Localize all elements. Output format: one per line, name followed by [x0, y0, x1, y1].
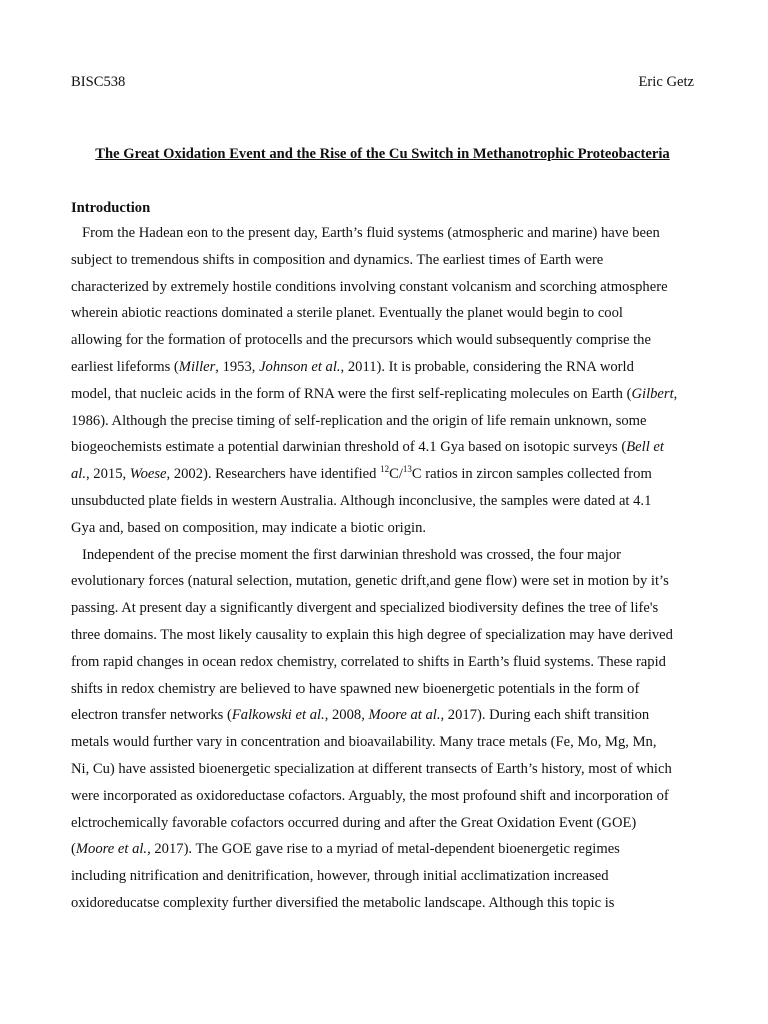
body-text [71, 220, 694, 917]
superscript: 13 [402, 464, 412, 475]
citation: Falkowski et al. [231, 707, 325, 724]
paragraph-line: three domains. The most likely causality to explain this high degree of specialization may have derived [71, 626, 673, 643]
paragraph-line [71, 702, 694, 729]
text-run: , 1953, [215, 358, 260, 375]
paragraph-line [71, 434, 694, 461]
paragraph-line [71, 836, 694, 863]
paragraph-line [71, 381, 694, 408]
paragraph-1 [71, 220, 694, 542]
paragraph-line: metals would further vary in concentration and bioavailability. Many trace metals (Fe, Mo, Mg, Mn, [71, 734, 657, 751]
text-run: , 2008, [324, 707, 369, 724]
text-run: , [673, 385, 678, 402]
text-run: ( [71, 841, 76, 858]
text-run: electron transfer networks ( [71, 707, 232, 724]
paragraph-line: allowing for the formation of protocells and the precursors which would subsequently comprise the [71, 332, 651, 349]
paragraph-line: Gya and, based on composition, may indicate a biotic origin. [71, 519, 427, 536]
paragraph-line: From the Hadean eon to the present day, Earth’s fluid systems (atmospheric and marine) have been [82, 225, 660, 241]
text-run: biogeochemists estimate a potential darwinian threshold of 4.1 Gya based on isotopic surveys ( [71, 439, 627, 456]
text-run: , 2017). During each shift transition [440, 707, 650, 724]
citation: Moore at al. [368, 707, 441, 724]
paragraph-line: were incorporated as oxidoreductase cofactors. Arguably, the most profound shift and incorporation of [71, 787, 669, 804]
document-title: The Great Oxidation Event and the Rise of the Cu Switch in Methanotrophic Proteobacteria [95, 146, 670, 162]
paragraph-line: unsubducted plate fields in western Australia. Although inconclusive, the samples were dated at 4.1 [71, 492, 652, 509]
paragraph-line: 1986). Although the precise timing of self-replication and the origin of life remain unknown, some [71, 412, 647, 429]
text-run: , 2017). The GOE gave rise to a myriad of metal-dependent bioenergetic regimes [147, 841, 620, 858]
paragraph-line: evolutionary forces (natural selection, mutation, genetic drift,and gene flow) were set in motion by it’s [71, 573, 669, 590]
text-run: model, that nucleic acids in the form of RNA were the first self-replicating molecules on Earth ( [71, 385, 632, 402]
citation: Bell et [626, 439, 664, 456]
paragraph-line: shifts in redox chemistry are believed to have spawned new bioenergetic potentials in the form of [71, 680, 640, 697]
paragraph-2 [71, 542, 694, 917]
paragraph-line: including nitrification and denitrification, however, through initial acclimatization increased [71, 868, 609, 885]
paragraph-line: subject to tremendous shifts in composition and dynamics. The earliest times of Earth were [71, 251, 604, 268]
citation: Johnson et al. [259, 358, 341, 375]
paragraph-line: Independent of the precise moment the first darwinian threshold was crossed, the four major [82, 546, 621, 563]
paragraph-line: characterized by extremely hostile conditions involving constant volcanism and scorching atmosphere [71, 278, 668, 295]
paragraph-line: passing. At present day a significantly divergent and specialized biodiversity defines the tree of life's [71, 600, 659, 617]
citation: Miller [178, 358, 216, 375]
text-run: C ratios in zircon samples collected from [411, 466, 652, 483]
paragraph-line: from rapid changes in ocean redox chemistry, correlated to shifts in Earth’s fluid systems. These rapid [71, 653, 666, 670]
paragraph-line: elctrochemically favorable cofactors occurred during and after the Great Oxidation Event (GOE) [71, 814, 637, 831]
text-run: , 2002). Researchers have identified [166, 466, 381, 483]
text-run: earliest lifeforms ( [71, 358, 179, 375]
citation: Woese [129, 466, 167, 483]
citation: Gilbert [631, 385, 674, 402]
citation: Moore et al. [75, 841, 148, 858]
text-run: C/ [389, 466, 403, 483]
section-heading-introduction: Introduction [71, 200, 151, 216]
paragraph-line: Ni, Cu) have assisted bioenergetic specialization at different transects of Earth’s history, most of which [71, 760, 672, 777]
paragraph-line: wherein abiotic reactions dominated a sterile planet. Eventually the planet would begin to cool [71, 305, 623, 322]
paragraph-line: oxidoreducatse complexity further diversified the metabolic landscape. Although this topic is [71, 894, 615, 911]
paragraph-line [71, 461, 694, 488]
text-run: , 2015, [86, 466, 130, 483]
author-name: Eric Getz [638, 74, 694, 90]
course-code: BISC538 [71, 74, 126, 90]
citation: al. [71, 466, 86, 483]
superscript: 12 [380, 464, 390, 475]
paragraph-line [71, 354, 694, 381]
page-header [71, 72, 694, 92]
text-run: , 2011). It is probable, considering the RNA world [340, 358, 634, 375]
